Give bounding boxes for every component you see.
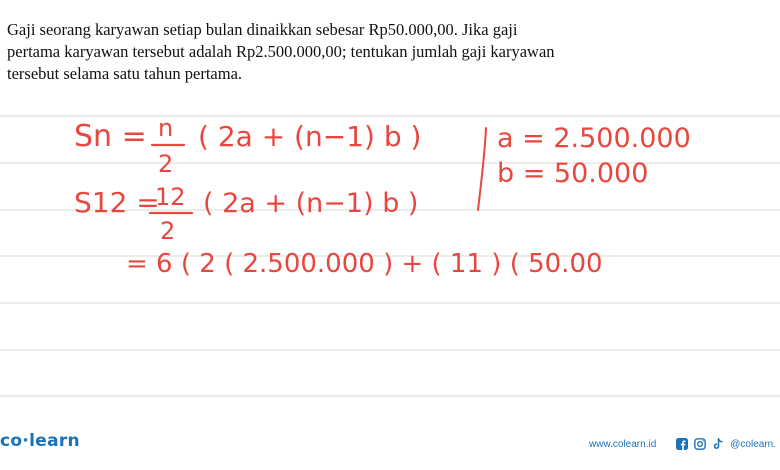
footer-links [589, 436, 776, 452]
s12-rhs: ( 2a + (n−1) b ) [203, 188, 419, 219]
facebook-icon[interactable] [676, 438, 688, 450]
social-handle[interactable]: @colearn. [730, 438, 776, 450]
colearn-logo: co·learn [0, 431, 80, 451]
website-link[interactable]: www.colearn.id [589, 438, 657, 450]
tiktok-icon[interactable] [712, 438, 724, 450]
s12-fraction-numerator: 12 [155, 183, 186, 211]
formula-lhs: Sn = [74, 119, 147, 154]
given-a: a = 2.500.000 [497, 123, 691, 154]
s12-lhs: S12 = [74, 186, 160, 219]
formula-rhs: ( 2a + (n−1) b ) [198, 120, 422, 153]
s12-fraction-denominator: 2 [160, 217, 176, 245]
instagram-icon[interactable] [694, 438, 706, 450]
calculation-step: = 6 ( 2 ( 2.500.000 ) + ( 11 ) ( 50.00 [126, 249, 603, 279]
question-line-2: pertama karyawan tersebut adalah Rp2.500.000,00; tentukan jumlah gaji karyawan [7, 42, 555, 61]
question-line-1: Gaji seorang karyawan setiap bulan dinaikkan sebesar Rp50.000,00. Jika gaji [7, 20, 518, 39]
formula-fraction-numerator: n [158, 114, 174, 142]
given-b: b = 50.000 [497, 158, 649, 189]
given-divider [478, 128, 486, 210]
question-line-3: tersebut selama satu tahun pertama. [7, 64, 243, 83]
formula-fraction-denominator: 2 [158, 150, 174, 178]
